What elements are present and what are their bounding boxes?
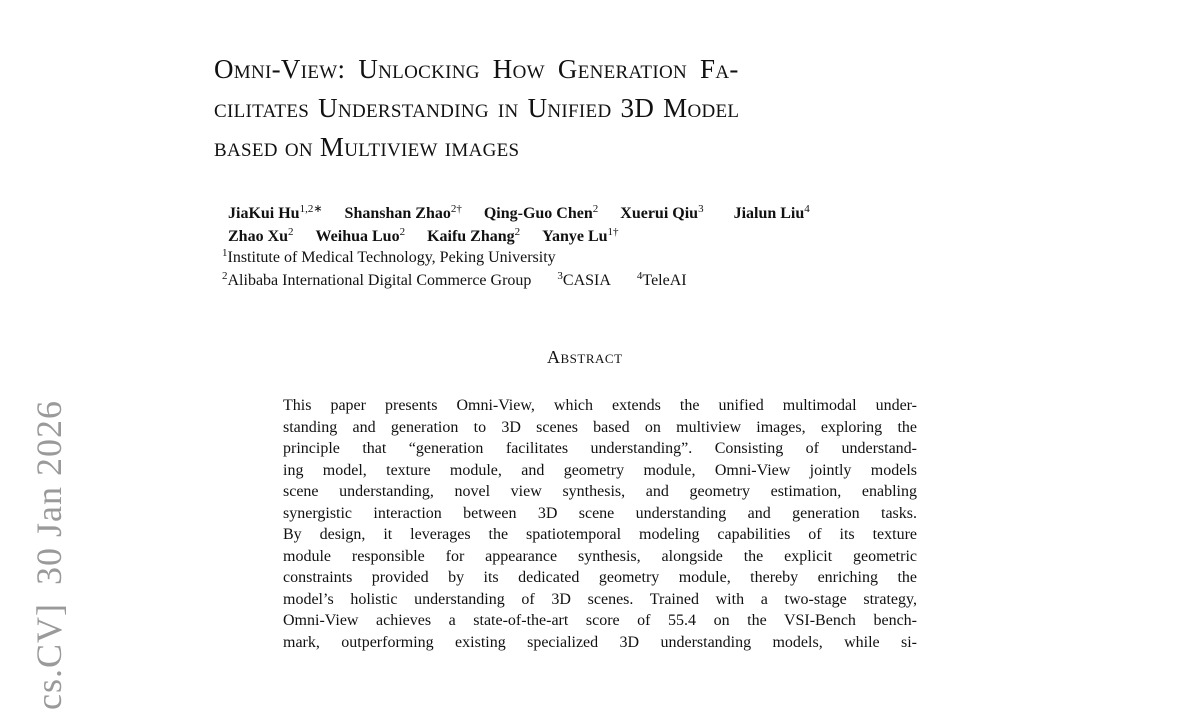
abstract-body [283, 395, 917, 653]
affiliation [222, 272, 531, 289]
arxiv-category: cs.CV] [29, 603, 69, 710]
abstract-line: scene understanding, novel view synthesis, and geometry estimation, enabling [283, 483, 917, 500]
title-line: cilitates Understanding in Unified 3D Model [214, 93, 740, 123]
affiliation [637, 272, 687, 289]
affiliation-mark: 1 [222, 247, 228, 259]
abstract-line: By design, it leverages the spatiotemporal modeling capabilities of its texture [283, 526, 917, 543]
affiliation [557, 272, 611, 289]
author-name: Shanshan Zhao [344, 205, 451, 222]
author-row [228, 225, 828, 248]
author-row [228, 202, 828, 225]
author [427, 228, 520, 245]
abstract-line: ing model, texture module, and geometry module, Omni-View jointly models [283, 461, 917, 479]
abstract-line: This paper presents Omni-View, which extends the unified multimodal under- [283, 397, 917, 414]
affiliation-list [222, 246, 709, 292]
author-name: JiaKui Hu [228, 205, 300, 222]
author-affiliation-mark: 3 [698, 203, 704, 215]
author-name: Xuerui Qiu [620, 205, 699, 222]
affiliation-mark: 3 [557, 270, 563, 282]
abstract-line: standing and generation to 3D scenes based on multiview images, exploring the [283, 418, 917, 436]
author-affiliation-mark: 4 [804, 203, 810, 215]
affiliation-mark: 2 [222, 270, 228, 282]
title-line: based on Multiview images [214, 132, 520, 162]
arxiv-side-stamp [28, 330, 68, 710]
paper-title [214, 50, 1004, 167]
author [228, 205, 323, 222]
author-name: Kaifu Zhang [427, 228, 515, 245]
affiliation-row [222, 246, 709, 269]
author [484, 205, 598, 222]
author-affiliation-mark: 1† [607, 226, 619, 238]
abstract-line: principle that “generation facilitates understanding”. Consisting of understand- [283, 440, 917, 457]
author-name: Qing-Guo Chen [483, 205, 593, 222]
author-name: Zhao Xu [228, 228, 289, 245]
author-affiliation-mark: 2 [399, 226, 406, 238]
author [316, 228, 406, 245]
abstract-line: model’s holistic understanding of 3D scenes. Trained with a two-stage strategy, [283, 590, 917, 608]
author-name: Jialun Liu [733, 205, 805, 222]
author-affiliation-mark: 1,2∗ [299, 203, 323, 215]
author-name: Yanye Lu [542, 228, 608, 245]
abstract-line: synergistic interaction between 3D scene understanding and generation tasks. [283, 504, 917, 522]
abstract-line: module responsible for appearance synthesis, alongside the explicit geometric [283, 547, 917, 565]
affiliation-row [222, 269, 709, 292]
author-affiliation-mark: 2 [288, 226, 294, 238]
author [228, 228, 294, 245]
affiliation-text: Alibaba International Digital Commerce Group [227, 272, 532, 289]
author-name: Weihua Luo [315, 228, 400, 245]
author [734, 205, 810, 222]
affiliation [222, 249, 556, 266]
author-list [228, 202, 828, 248]
author-affiliation-mark: 2† [450, 203, 462, 215]
abstract-line: Omni-View achieves a state-of-the-art score of 55.4 on the VSI-Bench bench- [283, 612, 917, 629]
abstract-line: mark, outperforming existing specialized 3D understanding models, while si- [283, 633, 917, 651]
author [345, 205, 462, 222]
author-affiliation-mark: 2 [514, 226, 521, 238]
arxiv-date: 30 Jan 2026 [29, 400, 69, 585]
author [620, 205, 703, 222]
title-line: Omni-View: Unlocking How Generation Fa- [214, 54, 739, 84]
affiliation-text: Institute of Medical Technology, Peking University [227, 249, 556, 266]
affiliation-mark: 4 [636, 270, 643, 282]
affiliation-text: TeleAI [642, 272, 687, 289]
abstract-line: constraints provided by its dedicated geometry module, thereby enriching the [283, 569, 917, 586]
author-affiliation-mark: 2 [592, 203, 599, 215]
author [542, 228, 618, 245]
abstract-heading: Abstract [547, 347, 623, 367]
affiliation-text: CASIA [562, 272, 611, 289]
